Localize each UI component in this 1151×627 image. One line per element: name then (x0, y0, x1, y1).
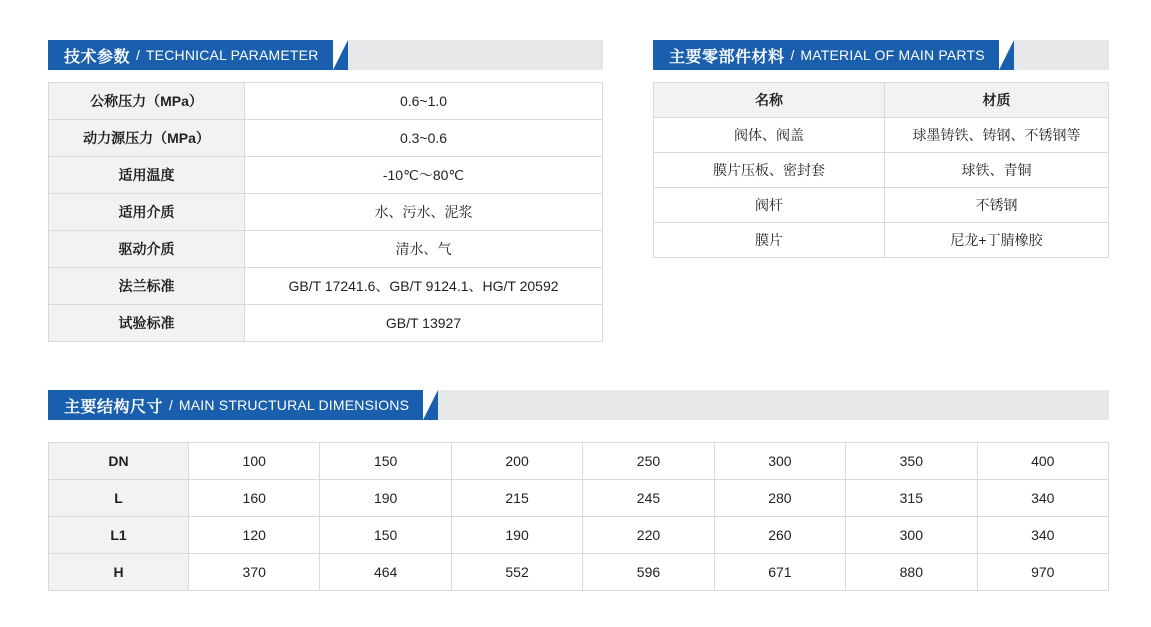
table-row (49, 231, 603, 268)
section-title-separator: / (169, 397, 173, 413)
table-row (654, 223, 1109, 258)
part-material: 尼龙+丁腈橡胶 (885, 223, 1109, 258)
parameter-value: GB/T 17241.6、GB/T 9124.1、HG/T 20592 (245, 268, 603, 305)
table-row (654, 153, 1109, 188)
parameter-label: 适用温度 (49, 157, 245, 194)
parameter-label: 试验标准 (49, 305, 245, 342)
table-row (49, 194, 603, 231)
dimension-value: 464 (320, 554, 451, 591)
parameter-value: GB/T 13927 (245, 305, 603, 342)
table-row (654, 188, 1109, 223)
dimension-value: 200 (451, 443, 582, 480)
table-header-row (654, 83, 1109, 118)
section-title-cn: 主要零部件材料 (669, 48, 785, 66)
parameter-label: 法兰标准 (49, 268, 245, 305)
material-table (653, 82, 1109, 258)
technical-parameter-section (48, 40, 603, 342)
dimension-value: 215 (451, 480, 582, 517)
material-main-parts-section (653, 40, 1109, 258)
part-material: 不锈钢 (885, 188, 1109, 223)
main-structural-dimensions-section (48, 390, 1109, 591)
section-title-en: MAIN STRUCTURAL DIMENSIONS (178, 397, 410, 413)
dimension-label: DN (49, 443, 189, 480)
section-title-cn: 主要结构尺寸 (64, 398, 164, 416)
dimensions-table (48, 442, 1109, 591)
dimension-value: 552 (451, 554, 582, 591)
material-main-parts-banner (653, 40, 1109, 70)
dimension-value: 220 (583, 517, 714, 554)
section-title-en: TECHNICAL PARAMETER (145, 47, 319, 63)
banner-grey-tail (438, 390, 1109, 420)
dimension-value: 300 (846, 517, 977, 554)
part-material: 球铁、青铜 (885, 153, 1109, 188)
table-row (49, 83, 603, 120)
dimension-value: 260 (714, 517, 845, 554)
table-row (49, 480, 1109, 517)
dimension-value: 340 (977, 480, 1108, 517)
part-name: 膜片压板、密封套 (654, 153, 885, 188)
part-name: 阀杆 (654, 188, 885, 223)
table-row (49, 554, 1109, 591)
dimension-value: 340 (977, 517, 1108, 554)
table-row (654, 118, 1109, 153)
dimension-value: 280 (714, 480, 845, 517)
dimension-value: 245 (583, 480, 714, 517)
dimension-value: 350 (846, 443, 977, 480)
dimension-value: 100 (189, 443, 320, 480)
dimension-value: 300 (714, 443, 845, 480)
section-title-en: MATERIAL OF MAIN PARTS (800, 47, 985, 63)
parameter-value: 0.3~0.6 (245, 120, 603, 157)
dimension-label: H (49, 554, 189, 591)
parameter-label: 动力源压力（MPa） (49, 120, 245, 157)
banner-blue-block (48, 40, 333, 70)
technical-parameter-banner (48, 40, 603, 70)
section-title-separator: / (790, 47, 795, 63)
table-row (49, 517, 1109, 554)
parameter-value: 0.6~1.0 (245, 83, 603, 120)
dimension-value: 150 (320, 517, 451, 554)
dimension-value: 370 (189, 554, 320, 591)
dimension-value: 970 (977, 554, 1108, 591)
dimension-value: 671 (714, 554, 845, 591)
banner-blue-block (48, 390, 423, 420)
column-header-material: 材质 (885, 83, 1109, 118)
parameter-label: 适用介质 (49, 194, 245, 231)
dimension-label: L1 (49, 517, 189, 554)
dimension-value: 400 (977, 443, 1108, 480)
dimension-value: 250 (583, 443, 714, 480)
parameter-label: 公称压力（MPa） (49, 83, 245, 120)
technical-parameter-table (48, 82, 603, 342)
banner-grey-tail (1014, 40, 1109, 70)
dimension-value: 190 (320, 480, 451, 517)
parameter-value: 清水、气 (245, 231, 603, 268)
section-title-separator: / (136, 47, 140, 63)
table-row (49, 157, 603, 194)
part-name: 阀体、阀盖 (654, 118, 885, 153)
main-structural-dimensions-banner (48, 390, 1109, 420)
dimension-value: 190 (451, 517, 582, 554)
banner-blue-block (653, 40, 999, 70)
parameter-value: 水、污水、泥浆 (245, 194, 603, 231)
parameter-label: 驱动介质 (49, 231, 245, 268)
part-material: 球墨铸铁、铸钢、不锈钢等 (885, 118, 1109, 153)
dimension-value: 160 (189, 480, 320, 517)
dimension-value: 596 (583, 554, 714, 591)
dimension-value: 120 (189, 517, 320, 554)
dimension-value: 150 (320, 443, 451, 480)
table-row (49, 120, 603, 157)
table-row (49, 305, 603, 342)
column-header-name: 名称 (654, 83, 885, 118)
section-title-cn: 技术参数 (64, 48, 131, 66)
banner-grey-tail (348, 40, 603, 70)
part-name: 膜片 (654, 223, 885, 258)
dimension-value: 880 (846, 554, 977, 591)
dimension-label: L (49, 480, 189, 517)
table-row (49, 268, 603, 305)
table-row (49, 443, 1109, 480)
dimension-value: 315 (846, 480, 977, 517)
parameter-value: -10℃～80℃ (245, 157, 603, 194)
